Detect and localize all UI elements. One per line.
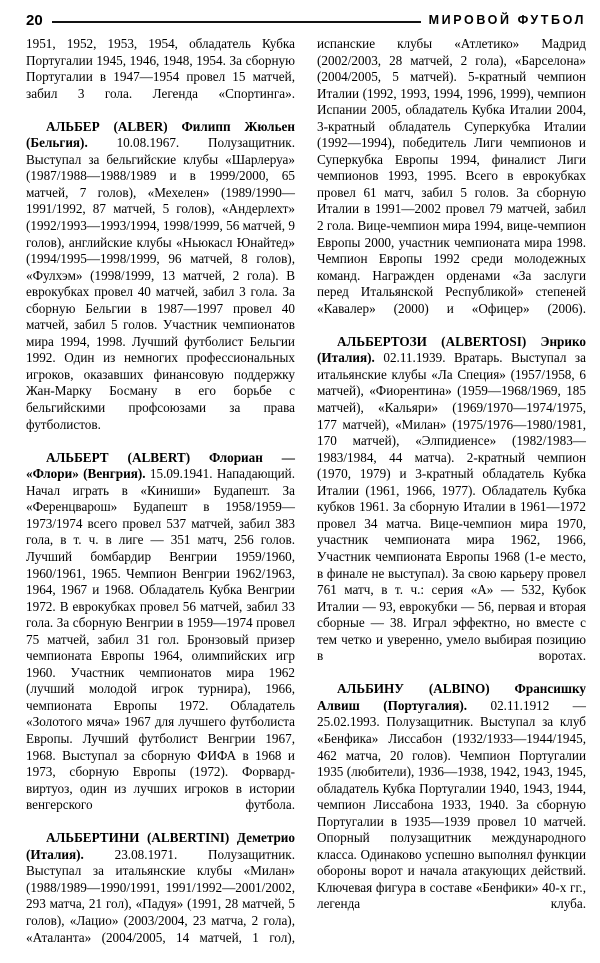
entry-headword: АЛЬБИНУ (ALBINO) Франсишку Алвиш (Португалия).: [317, 681, 586, 713]
text-columns: [26, 36, 586, 945]
right-column: [317, 36, 586, 912]
running-head-title: МИРОВОЙ ФУТБОЛ: [428, 12, 586, 27]
entry-albertosi: АЛЬБЕРТОЗИ (ALBERTOSI) Энрико (Италия). 02.11.1939. Вратарь. Выступал за итальянские клубы «Ла Специя» (1957/1958, 6 матчей), «Фиорентина» (1959—1968/1969, 185 матчей), «Кальяри» (1969/1970—1974/1975, 177 матчей), «Милан» (1975/1976—1980/1981, 170 матчей), «Элпидиенсе» (1982/1983—1983/1984, 44 матча). 2-кратный чемпион (1970, 1979) и 3-кратный обладатель Кубка Италии (1961, 1966, 1977). Обладатель Кубка кубков 1961. За сборную Италии в 1961—1972 провел 34 матча. Вице-чемпион мира 1970, участник чемпионата мира 1962, 1966, Участник чемпионата Европы 1968 (1-е место, в финале не выступал). За свою карьеру провел 761 матч, в т. ч.: серия «А» — 532, Кубок Италии — 93, еврокубки — 56, первая и вторая сборные — 38. Играл эффектно, но вместе с тем четко и уверенно, умело выбирая позицию в воротах.: [317, 333, 586, 664]
entry-alber: АЛЬБЕР (ALBER) Филипп Жюльен (Бельгия). 10.08.1967. Полузащитник. Выступал за бельгийские клубы «Шарлеруа» (1987/1988—1988/1989 и в 1999/2000, 65 матчей, 7 голов), «Мехелен» (1989/1990—1991/1992, 87 матчей, 5 голов), «Андерлехт» (1992/1993—1993/1994, 1998/1999, 56 матчей, 9 голов), английские клубы «Ньюкасл Юнайтед» (1994/1995—1998/1999, 96 матчей, 8 голов), «Фулхэм» (1998/1999, 13 матчей, 2 гола). В еврокубках провел 40 матчей, забил 3 гола. За сборную Бельгии в 1987—1997 провел 40 матчей, забил 5 голов. Участник чемпионатов мира 1994, 1998. Лучший футболист Бельгии 1992. Один из немногих профессиональных игроков, оказавших финансовую поддержку Жан-Марку Босману в его борьбе с бельгийскими профсоюзами за права футболистов.: [26, 118, 295, 432]
entry-albertini: АЛЬБЕРТИНИ (ALBERTINI) Деметрио (Италия). 23.08.1971. Полузащитник. Выступал за итальянские клубы «Милан» (1988/1989—1990/1991, 1991/1992—2001/2002, 293 матча, 21 гол), «Падуя» (1991, 28 матчей, 5 голов), «Лацио» (2003/2004, 23 матча, 2 гола), «Аталанта» (2004/2005, 14 матчей, 1 гол),: [26, 830, 295, 945]
entry-albino: АЛЬБИНУ (ALBINO) Франсишку Алвиш (Португалия). 02.11.1912 — 25.02.1993. Полузащитник. Выступал за клуб «Бенфика» Лиссабон (1932/1933—1944/1945, 462 матча, 20 голов). Чемпион Португалии 1935 (любители), 1936—1938, 1942, 1943, 1945, обладатель Кубка Португалии 1940, 1943, 1944, чемпион Лиссабона 1933, 1940. За сборную Португалии в 1935—1939 провел 10 матчей. Опорный полузащитник международного класса. Одинаково успешно выполнял функции обороны ворот и начала атакующих действий. Ключевая фигура в составе «Бенфики» 40-х гг., легенда клуба.: [317, 681, 586, 912]
entry-headword: АЛЬБЕРТИНИ (ALBERTINI) Деметрио (Италия).: [26, 830, 295, 862]
left-column: [26, 36, 295, 945]
page-number: 20: [26, 11, 43, 29]
entry-headword: АЛЬБЕРТ (ALBERT) Флориан — «Флори» (Венгрия).: [26, 449, 295, 482]
paragraph-continuation: испанские клубы «Атлетико» Мадрид (2002/2003, 28 матчей, 2 гола), «Барселона» (2004/2005, 5 матчей). 5-кратный чемпион Италии (1992, 1993, 1994, 1996, 1999), чемпион Испании 2005, обладатель Кубка Италии 2004, 3-кратный обладатель Суперкубка Италии (1992—1994), победитель Лиги чемпионов и Суперкубка Европы 1994, финалист Лиги чемпионов 1993, 1995. Всего в еврокубках провел 61 матч, забил 5 голов. За сборную Италии в 1991—2002 провел 79 матчей, забил 2 гола. Вице-чемпион мира 1994, вице-чемпион Европы 2000, участник чемпионата мира 1998. Чемпион Европы 1992 среди молодежных команд. Награжден орденами «За заслуги перед Итальянской Республикой» степеней «Кавалер» (2000) и «Офицер» (2006).: [317, 36, 586, 316]
entry-headword: АЛЬБЕРТОЗИ (ALBERTOSI) Энрико (Италия).: [317, 333, 586, 366]
entry-albert: АЛЬБЕРТ (ALBERT) Флориан — «Флори» (Венгрия). 15.09.1941. Нападающий. Начал играть в «Киниши» Будапешт. За «Ференцварош» Будапешт в 1958/1959—1973/1974 всего провел 537 матчей, забил 383 гола, в т. ч. в лиге — 351 матч, 256 голов. Лучший бомбардир Венгрии 1959/1960, 1960/1961, 1965. Чемпион Венгрии 1962/1963, 1964, 1967 и 1968. Обладатель Кубка Венгрии 1972. В еврокубках провел 56 матчей, забил 33 гола. За сборную Венгрии в 1959—1974 провел 75 матчей, забил 31 гол. Бронзовый призер чемпионата Европы 1964, олимпийских игр 1960. Участник чемпионатов мира 1962 (лучший молодой игрок турнира), 1966, чемпионата Европы 1972. Обладатель «Золотого мяча» 1967 для лучшего футболиста Европы. Лучший футболист Венгрии 1967, 1968. Выступал за сборную ФИФА в 1968 и 1973, сборную Европы (1972). Форвард-виртуоз, один из лучших игроков в истории венгерского футбола.: [26, 449, 295, 813]
paragraph-continuation: 1951, 1952, 1953, 1954, обладатель Кубка Португалии 1945, 1946, 1948, 1954. За сборную Португалии в 1947—1954 провел 15 матчей, забил 3 гола. Легенда «Спортинга».: [26, 36, 295, 101]
entry-headword: АЛЬБЕР (ALBER) Филипп Жюльен (Бельгия).: [26, 118, 295, 151]
header-rule: [52, 21, 421, 23]
running-head: [26, 10, 586, 30]
